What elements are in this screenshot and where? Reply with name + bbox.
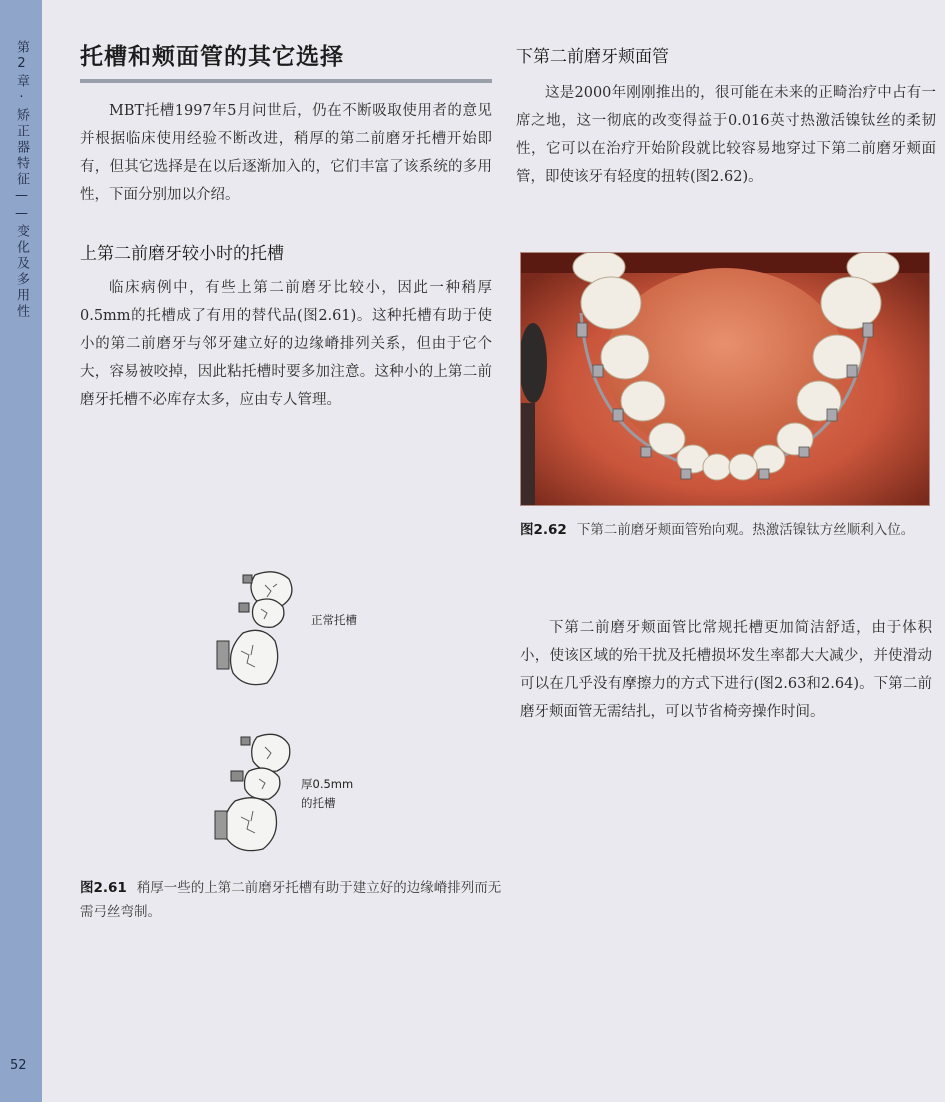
intro-paragraph: MBT托槽1997年5月问世后，仍在不断吸取使用者的意见并根据临床使用经验不断改进，稍厚的第二前磨牙托槽开始即有，但其它选择是在以后逐渐加入的，它们丰富了该系统的多用性，下面分别加以介绍。 bbox=[80, 103, 492, 203]
occlusal-photo bbox=[520, 252, 930, 506]
left-column bbox=[80, 38, 492, 414]
diagram-label-thick bbox=[301, 775, 353, 813]
diagram-label-thick-line1: 厚0.5mm bbox=[301, 777, 354, 791]
figure-label-2-62: 图2.62 bbox=[520, 522, 567, 538]
figure-caption-2-62 bbox=[520, 518, 930, 542]
figure-caption-2-61 bbox=[80, 876, 512, 924]
tooth-diagram-svg bbox=[205, 565, 405, 865]
bracket-diagram bbox=[205, 565, 405, 865]
bracket-shape bbox=[231, 771, 243, 781]
chapter-sidebar bbox=[0, 0, 42, 1102]
bracket-shape bbox=[215, 811, 227, 839]
section-body-upper: 临床病例中，有些上第二前磨牙比较小，因此一种稍厚0.5mm的托槽成了有用的替代品(图2.61)。这种托槽有助于使小的第二前磨牙与邻牙建立好的边缘嵴排列关系，但由于它个大，容易被咬掉，因此粘托槽时要多加注意。这种小的上第二前磨牙托槽不必库存太多，应由专人管理。 bbox=[80, 280, 492, 408]
bracket-shape bbox=[241, 737, 250, 745]
figure-caption-text-2-61: 稍厚一些的上第二前磨牙托槽有助于建立好的边缘嵴排列而无需弓丝弯制。 bbox=[80, 880, 502, 920]
bracket-shape bbox=[243, 575, 252, 583]
diagram-label-thick-line2: 的托槽 bbox=[301, 796, 336, 810]
page-number: 52 bbox=[10, 1058, 27, 1073]
section-heading-upper: 上第二前磨牙较小时的托槽 bbox=[80, 244, 284, 264]
figure-label-2-61: 图2.61 bbox=[80, 880, 127, 896]
lower-tube-paragraph-2: 下第二前磨牙颊面管比常规托槽更加简洁舒适，由于体积小，使该区域的殆干扰及托槽损坏发生率都大大减少，并使滑动可以在几乎没有摩擦力的方式下进行(图2.63和2.64)。下第二前磨牙颊面管无需结扎，可以节省椅旁操作时间。 bbox=[520, 620, 932, 720]
occlusal-photo-svg bbox=[521, 253, 929, 505]
page-title: 托槽和颊面管的其它选择 bbox=[80, 38, 492, 83]
tooth-shape bbox=[245, 768, 280, 799]
tooth-shape bbox=[224, 798, 276, 851]
diagram-label-normal: 正常托槽 bbox=[311, 613, 357, 627]
tooth-shape bbox=[253, 599, 284, 627]
lower-tube-paragraph-1: 这是2000年刚刚推出的，很可能在未来的正畸治疗中占有一席之地，这一彻底的改变得益于0.016英寸热激活镍钛丝的柔韧性，它可以在治疗开始阶段就比较容易地穿过下第二前磨牙颊面管，即使该牙有轻度的扭转(图2.62)。 bbox=[516, 85, 936, 185]
chapter-title: 第2章·矫正器特征——变化及多用性 bbox=[14, 40, 29, 320]
section-heading-lower: 下第二前磨牙颊面管 bbox=[516, 47, 669, 67]
tooth-shape bbox=[231, 630, 278, 684]
right-column bbox=[516, 38, 936, 191]
figure-caption-text-2-62: 下第二前磨牙颊面管殆向观。热激活镍钛方丝顺利入位。 bbox=[576, 522, 915, 538]
bracket-shape bbox=[217, 641, 229, 669]
bracket-shape bbox=[239, 603, 249, 612]
